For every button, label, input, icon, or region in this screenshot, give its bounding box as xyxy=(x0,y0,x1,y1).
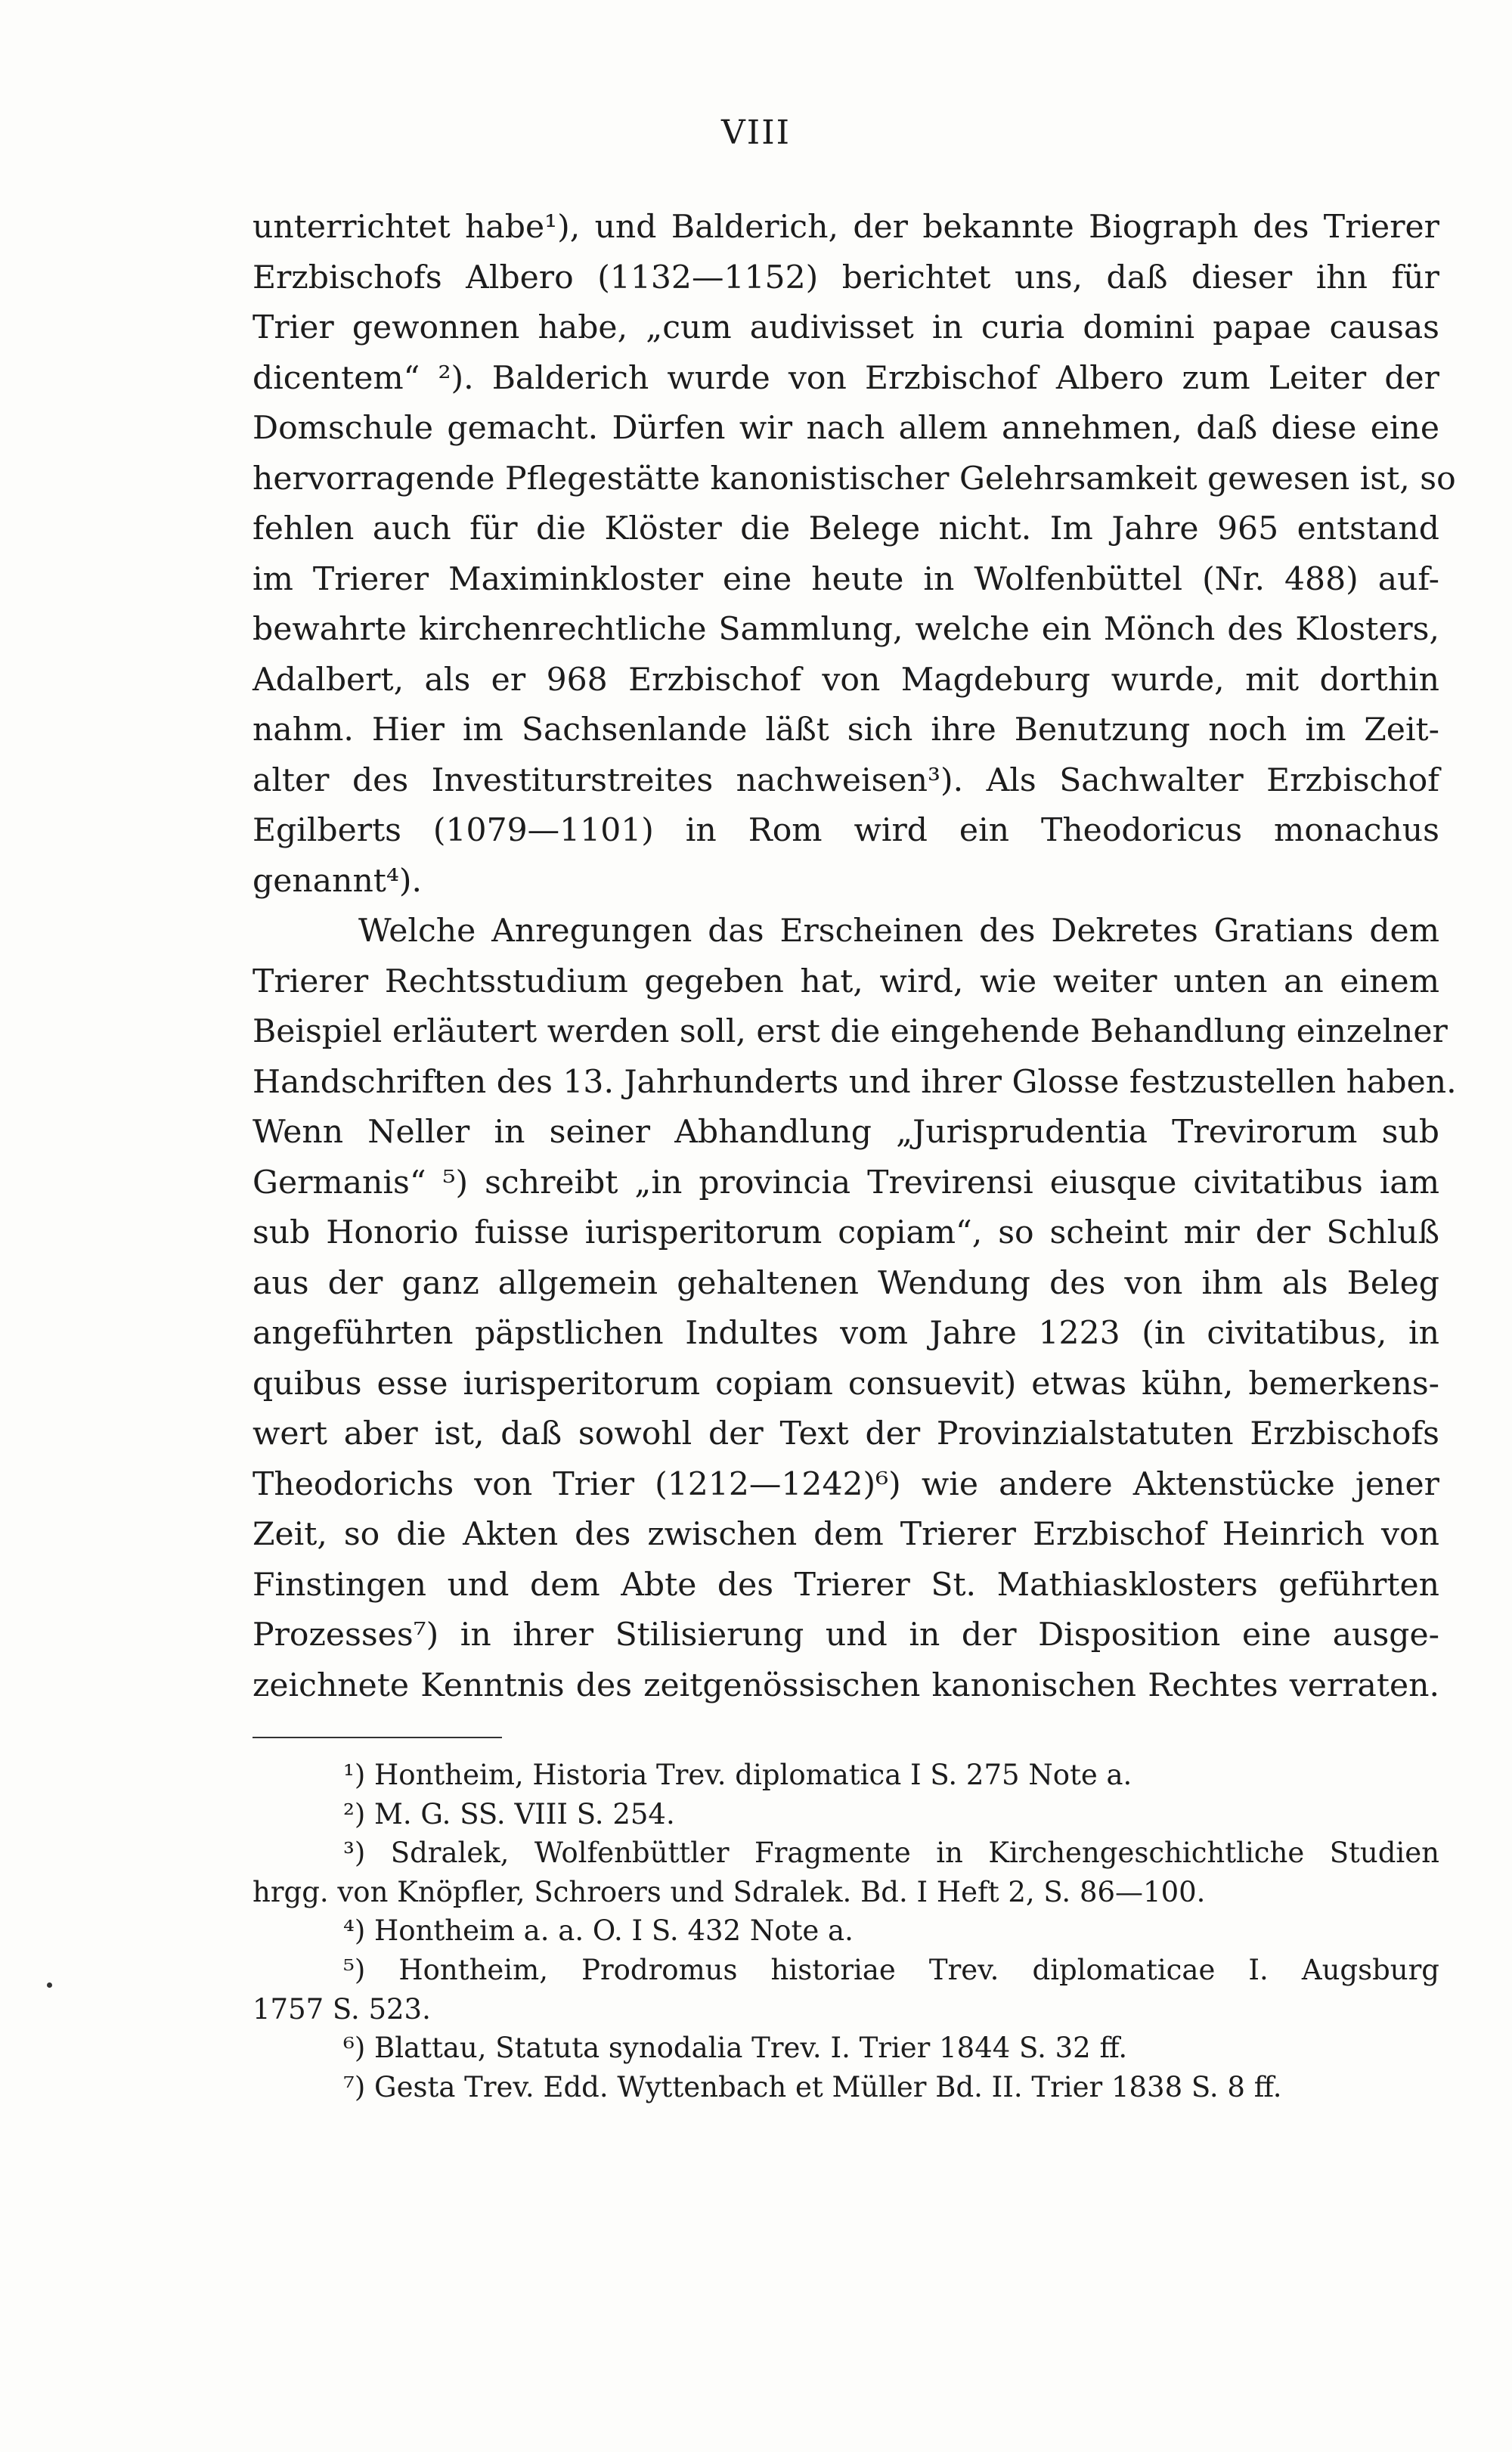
body-line: alter des Investiturstreites nachweisen³). Als Sachwalter Erzbischof xyxy=(253,761,1439,799)
footnote-line: hrgg. von Knöpfler, Schroers und Sdralek. Bd. I Heft 2, S. 86—100. xyxy=(253,1875,1206,1908)
body-line: Germanis“ ⁵) schreibt „in provincia Trevirensi eiusque civitatibus iam xyxy=(253,1164,1439,1201)
body-line: Domschule gemacht. Dürfen wir nach allem annehmen, daß diese eine xyxy=(253,410,1439,447)
footnote-line: ⁴) Hontheim a. a. O. I S. 432 Note a. xyxy=(343,1914,854,1948)
body-line: Prozesses⁷) in ihrer Stilisierung und in der Disposition eine ausge- xyxy=(253,1617,1439,1654)
body-line: Welche Anregungen das Erscheinen des Dekretes Gratians dem xyxy=(358,913,1439,950)
body-line: angeführten päpstlichen Indultes vom Jahre 1223 (in civitatibus, in xyxy=(253,1315,1439,1352)
footnote-line: ⁵) Hontheim, Prodromus historiae Trev. diplomaticae I. Augsburg xyxy=(343,1953,1439,1986)
body-line: quibus esse iurisperitorum copiam consuevit) etwas kühn, bemerkens- xyxy=(253,1365,1439,1403)
body-line: fehlen auch für die Klöster die Belege nicht. Im Jahre 965 entstand xyxy=(253,510,1439,547)
body-line: zeichnete Kenntnis des zeitgenössischen kanonischen Rechtes verraten. xyxy=(253,1666,1439,1704)
body-line: Trier gewonnen habe, „cum audivisset in curia domini papae causas xyxy=(253,309,1439,346)
footnote-line: ⁶) Blattau, Statuta synodalia Trev. I. Trier 1844 S. 32 ff. xyxy=(343,2032,1128,2065)
body-line: Theodorichs von Trier (1212—1242)⁶) wie andere Aktenstücke jener xyxy=(253,1465,1439,1503)
body-line: aus der ganz allgemein gehaltenen Wendung des von ihm als Beleg xyxy=(253,1264,1439,1302)
body-line: Trierer Rechtsstudium gegeben hat, wird, wie weiter unten an einem xyxy=(253,963,1439,1000)
footnote-line: ⁷) Gesta Trev. Edd. Wyttenbach et Müller Bd. II. Trier 1838 S. 8 ff. xyxy=(343,2070,1282,2103)
body-line: Egilberts (1079—1101) in Rom wird ein Theodoricus monachus xyxy=(253,812,1439,849)
body-line: Erzbischofs Albero (1132—1152) berichtet uns, daß dieser ihn für xyxy=(253,259,1439,296)
body-line: Beispiel erläutert werden soll, erst die eingehende Behandlung einzelner xyxy=(253,1013,1448,1050)
body-line: hervorragende Pflegestätte kanonistischer Gelehrsamkeit gewesen ist, so xyxy=(253,460,1456,498)
body-line: nahm. Hier im Sachsenlande läßt sich ihre Benutzung noch im Zeit- xyxy=(253,711,1439,749)
footnote-separator xyxy=(253,1737,502,1738)
body-line: sub Honorio fuisse iurisperitorum copiam“, so scheint mir der Schluß xyxy=(253,1214,1439,1251)
body-line: wert aber ist, daß sowohl der Text der Provinzialstatuten Erzbischofs xyxy=(253,1415,1439,1452)
body-line: Handschriften des 13. Jahrhunderts und ihrer Glosse festzustellen haben. xyxy=(253,1063,1457,1101)
body-line: Finstingen und dem Abte des Trierer St. Mathiasklosters geführten xyxy=(253,1566,1439,1604)
print-speck xyxy=(47,1982,52,1988)
body-text xyxy=(253,203,1457,1711)
footnote-line: ³) Sdralek, Wolfenbüttler Fragmente in Kirchengeschichtliche Studien xyxy=(343,1837,1439,1870)
body-line: im Trierer Maximinkloster eine heute in Wolfenbüttel (Nr. 488) auf- xyxy=(253,560,1439,598)
body-line: Adalbert, als er 968 Erzbischof von Magdeburg wurde, mit dorthin xyxy=(253,661,1439,699)
footnote-line: ²) M. G. SS. VIII S. 254. xyxy=(343,1797,675,1830)
body-line: Zeit, so die Akten des zwischen dem Trierer Erzbischof Heinrich von xyxy=(253,1516,1439,1553)
body-line: Wenn Neller in seiner Abhandlung „Jurisprudentia Trevirorum sub xyxy=(253,1114,1439,1151)
body-line: bewahrte kirchenrechtliche Sammlung, welche ein Mönch des Klosters, xyxy=(253,611,1439,648)
footnote-line: ¹) Hontheim, Historia Trev. diplomatica I S. 275 Note a. xyxy=(343,1759,1132,1791)
footnote-line: 1757 S. 523. xyxy=(253,1992,431,2026)
page-number: VIII xyxy=(721,113,791,152)
body-line: genannt⁴). xyxy=(253,862,423,900)
footnotes xyxy=(253,1756,1439,2106)
body-line: dicentem“ ²). Balderich wurde von Erzbischof Albero zum Leiter der xyxy=(253,359,1439,397)
body-line: unterrichtet habe¹), und Balderich, der bekannte Biograph des Trierer xyxy=(253,209,1439,246)
